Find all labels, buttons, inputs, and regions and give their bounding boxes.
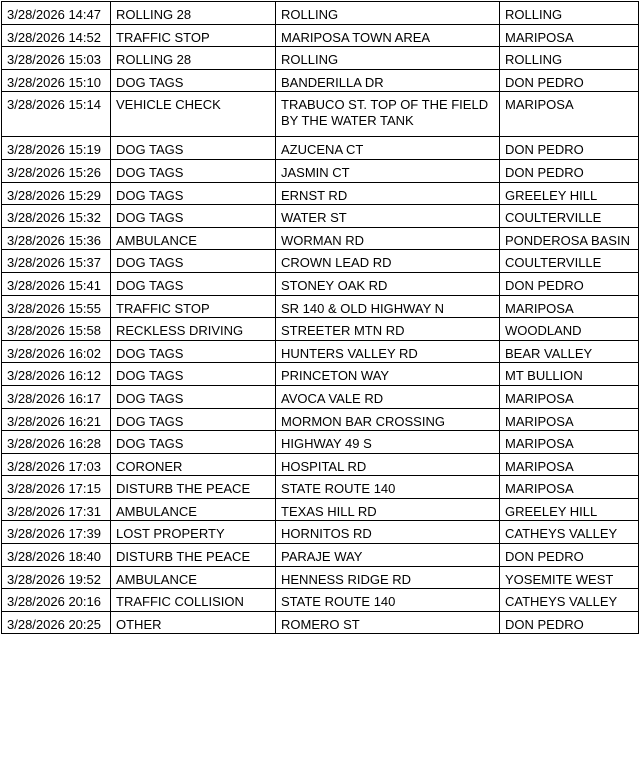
table-row — [2, 431, 639, 454]
cell-call-type: TRAFFIC STOP — [111, 24, 276, 47]
cell-location: STATE ROUTE 140 — [276, 476, 500, 499]
cell-location: HIGHWAY 49 S — [276, 431, 500, 454]
cell-call-type: DOG TAGS — [111, 250, 276, 273]
cell-location: TRABUCO ST. TOP OF THE FIELD BY THE WATER TANK — [276, 92, 500, 137]
table-row — [2, 611, 639, 634]
cell-datetime: 3/28/2026 18:40 — [2, 544, 111, 567]
cell-call-type: DOG TAGS — [111, 159, 276, 182]
cell-call-type: OTHER — [111, 611, 276, 634]
cell-location: AVOCA VALE RD — [276, 385, 500, 408]
cell-area: DON PEDRO — [500, 272, 639, 295]
cell-call-type: CORONER — [111, 453, 276, 476]
table-row — [2, 24, 639, 47]
cell-location: STATE ROUTE 140 — [276, 589, 500, 612]
cell-datetime: 3/28/2026 16:02 — [2, 340, 111, 363]
cell-area: ROLLING — [500, 2, 639, 25]
table-row — [2, 521, 639, 544]
table-row — [2, 589, 639, 612]
cell-call-type: AMBULANCE — [111, 227, 276, 250]
cell-call-type: ROLLING 28 — [111, 47, 276, 70]
cell-location: STONEY OAK RD — [276, 272, 500, 295]
cell-location: STREETER MTN RD — [276, 318, 500, 341]
cell-call-type: DOG TAGS — [111, 272, 276, 295]
cell-area: MARIPOSA — [500, 92, 639, 137]
cell-call-type: DISTURB THE PEACE — [111, 476, 276, 499]
cell-location: WORMAN RD — [276, 227, 500, 250]
cell-call-type: AMBULANCE — [111, 566, 276, 589]
cell-datetime: 3/28/2026 15:41 — [2, 272, 111, 295]
cell-area: BEAR VALLEY — [500, 340, 639, 363]
cell-call-type: LOST PROPERTY — [111, 521, 276, 544]
table-row — [2, 295, 639, 318]
cell-location: HORNITOS RD — [276, 521, 500, 544]
table-row — [2, 566, 639, 589]
table-row — [2, 205, 639, 228]
cell-location: MORMON BAR CROSSING — [276, 408, 500, 431]
cell-call-type: TRAFFIC COLLISION — [111, 589, 276, 612]
cell-location: ROLLING — [276, 47, 500, 70]
cell-location: TEXAS HILL RD — [276, 498, 500, 521]
call-log-table — [1, 1, 639, 634]
cell-datetime: 3/28/2026 16:21 — [2, 408, 111, 431]
cell-datetime: 3/28/2026 15:36 — [2, 227, 111, 250]
cell-location: BANDERILLA DR — [276, 69, 500, 92]
table-row — [2, 476, 639, 499]
cell-call-type: DOG TAGS — [111, 431, 276, 454]
table-row — [2, 318, 639, 341]
cell-area: MARIPOSA — [500, 24, 639, 47]
cell-area: MT BULLION — [500, 363, 639, 386]
table-row — [2, 453, 639, 476]
table-row — [2, 227, 639, 250]
cell-area: CATHEYS VALLEY — [500, 521, 639, 544]
cell-area: YOSEMITE WEST — [500, 566, 639, 589]
table-row — [2, 250, 639, 273]
cell-datetime: 3/28/2026 16:28 — [2, 431, 111, 454]
cell-area: COULTERVILLE — [500, 205, 639, 228]
cell-area: MARIPOSA — [500, 431, 639, 454]
cell-call-type: DOG TAGS — [111, 69, 276, 92]
cell-area: WOODLAND — [500, 318, 639, 341]
cell-location: WATER ST — [276, 205, 500, 228]
cell-call-type: DOG TAGS — [111, 340, 276, 363]
cell-datetime: 3/28/2026 15:19 — [2, 137, 111, 160]
cell-datetime: 3/28/2026 15:26 — [2, 159, 111, 182]
cell-call-type: DOG TAGS — [111, 137, 276, 160]
cell-datetime: 3/28/2026 17:39 — [2, 521, 111, 544]
cell-area: COULTERVILLE — [500, 250, 639, 273]
cell-location: MARIPOSA TOWN AREA — [276, 24, 500, 47]
cell-location: HUNTERS VALLEY RD — [276, 340, 500, 363]
cell-datetime: 3/28/2026 14:47 — [2, 2, 111, 25]
cell-area: GREELEY HILL — [500, 182, 639, 205]
table-row — [2, 92, 639, 137]
cell-area: ROLLING — [500, 47, 639, 70]
cell-datetime: 3/28/2026 15:14 — [2, 92, 111, 137]
cell-location: SR 140 & OLD HIGHWAY N — [276, 295, 500, 318]
table-row — [2, 272, 639, 295]
cell-area: CATHEYS VALLEY — [500, 589, 639, 612]
cell-datetime: 3/28/2026 19:52 — [2, 566, 111, 589]
table-row — [2, 2, 639, 25]
table-row — [2, 544, 639, 567]
table-row — [2, 408, 639, 431]
cell-area: DON PEDRO — [500, 544, 639, 567]
cell-area: MARIPOSA — [500, 295, 639, 318]
table-row — [2, 159, 639, 182]
cell-datetime: 3/28/2026 15:58 — [2, 318, 111, 341]
cell-location: ROMERO ST — [276, 611, 500, 634]
cell-datetime: 3/28/2026 17:03 — [2, 453, 111, 476]
cell-call-type: DOG TAGS — [111, 205, 276, 228]
cell-call-type: VEHICLE CHECK — [111, 92, 276, 137]
table-row — [2, 69, 639, 92]
cell-datetime: 3/28/2026 20:25 — [2, 611, 111, 634]
cell-area: MARIPOSA — [500, 453, 639, 476]
cell-call-type: DOG TAGS — [111, 182, 276, 205]
cell-location: ERNST RD — [276, 182, 500, 205]
cell-call-type: DOG TAGS — [111, 408, 276, 431]
cell-location: CROWN LEAD RD — [276, 250, 500, 273]
cell-location: PARAJE WAY — [276, 544, 500, 567]
call-log-body — [2, 2, 639, 634]
table-row — [2, 340, 639, 363]
table-row — [2, 182, 639, 205]
cell-area: DON PEDRO — [500, 137, 639, 160]
cell-datetime: 3/28/2026 15:03 — [2, 47, 111, 70]
cell-call-type: ROLLING 28 — [111, 2, 276, 25]
cell-datetime: 3/28/2026 17:31 — [2, 498, 111, 521]
cell-area: DON PEDRO — [500, 159, 639, 182]
cell-area: DON PEDRO — [500, 69, 639, 92]
cell-call-type: TRAFFIC STOP — [111, 295, 276, 318]
cell-call-type: DOG TAGS — [111, 385, 276, 408]
cell-datetime: 3/28/2026 15:55 — [2, 295, 111, 318]
cell-datetime: 3/28/2026 15:37 — [2, 250, 111, 273]
cell-location: JASMIN CT — [276, 159, 500, 182]
cell-area: PONDEROSA BASIN — [500, 227, 639, 250]
cell-datetime: 3/28/2026 15:10 — [2, 69, 111, 92]
cell-datetime: 3/28/2026 14:52 — [2, 24, 111, 47]
cell-area: MARIPOSA — [500, 385, 639, 408]
cell-location: HOSPITAL RD — [276, 453, 500, 476]
cell-location: AZUCENA CT — [276, 137, 500, 160]
cell-datetime: 3/28/2026 16:17 — [2, 385, 111, 408]
cell-location: PRINCETON WAY — [276, 363, 500, 386]
cell-location: ROLLING — [276, 2, 500, 25]
table-row — [2, 363, 639, 386]
cell-location: HENNESS RIDGE RD — [276, 566, 500, 589]
cell-call-type: RECKLESS DRIVING — [111, 318, 276, 341]
cell-area: GREELEY HILL — [500, 498, 639, 521]
cell-datetime: 3/28/2026 20:16 — [2, 589, 111, 612]
cell-datetime: 3/28/2026 17:15 — [2, 476, 111, 499]
cell-area: MARIPOSA — [500, 476, 639, 499]
cell-datetime: 3/28/2026 15:32 — [2, 205, 111, 228]
table-row — [2, 385, 639, 408]
table-row — [2, 47, 639, 70]
table-row — [2, 137, 639, 160]
cell-area: MARIPOSA — [500, 408, 639, 431]
cell-call-type: AMBULANCE — [111, 498, 276, 521]
cell-call-type: DOG TAGS — [111, 363, 276, 386]
cell-datetime: 3/28/2026 15:29 — [2, 182, 111, 205]
cell-area: DON PEDRO — [500, 611, 639, 634]
table-row — [2, 498, 639, 521]
cell-call-type: DISTURB THE PEACE — [111, 544, 276, 567]
cell-datetime: 3/28/2026 16:12 — [2, 363, 111, 386]
